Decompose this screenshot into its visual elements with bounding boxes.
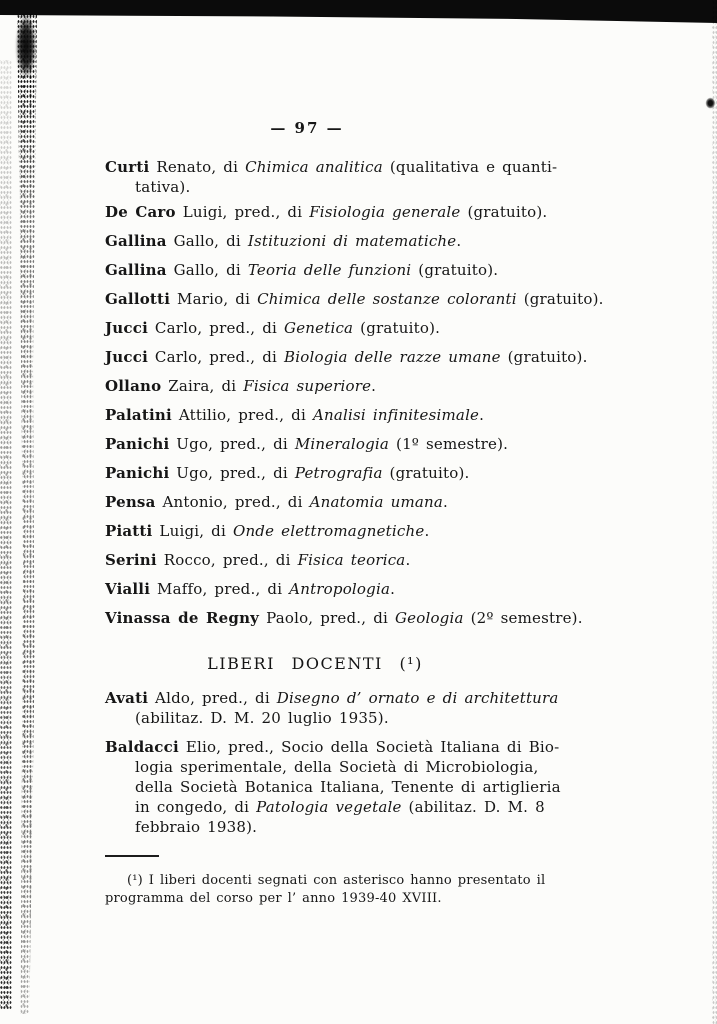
list-item: Ollano Zaira, di Fisica superiore.: [105, 377, 377, 395]
scan-artifact-gutter-blob: [13, 14, 39, 106]
footnote-text: (¹) I liberi docenti segnati con asterisco hanno presentato il programma del corso per l’ anno 1939-40 XVIII.: [105, 873, 546, 906]
list-item: Panichi Ugo, pred., di Petrografia (gratuito).: [105, 464, 470, 482]
scan-artifact-right-edge: [712, 0, 717, 1024]
scan-artifact-gutter-inner: [17, 14, 37, 1014]
list-item: Gallina Gallo, di Istituzioni di matematiche.: [105, 232, 462, 250]
list-item: Baldacci Elio, pred., Socio della Società Italiana di Bio- logia sperimentale, della Società di Microbiologia, della Società Botanica Italiana, Tenente di artiglieria in congedo, di Patologia vegetale (abilitaz. D. M. 8 febbraio 1938).: [105, 738, 561, 836]
list-item: De Caro Luigi, pred., di Fisiologia generale (gratuito).: [105, 203, 548, 221]
list-item: Jucci Carlo, pred., di Genetica (gratuito).: [105, 319, 441, 337]
list-item: Vialli Maffo, pred., di Antropologia.: [105, 580, 396, 598]
list-item: Serini Rocco, pred., di Fisica teorica.: [105, 551, 411, 569]
list-item: Jucci Carlo, pred., di Biologia delle razze umane (gratuito).: [105, 348, 588, 366]
list-item: Avati Aldo, pred., di Disegno d’ ornato e di architettura (abilitaz. D. M. 20 luglio 1935).: [105, 689, 559, 727]
list-item: Curti Renato, di Chimica analitica (qualitativa e quanti- tativa).: [105, 158, 558, 196]
list-item: Panichi Ugo, pred., di Mineralogia (1º semestre).: [105, 435, 509, 453]
list-item: Pensa Antonio, pred., di Anatomia umana.: [105, 493, 449, 511]
list-item: Piatti Luigi, di Onde elettromagnetiche.: [105, 522, 430, 540]
list-item: Gallotti Mario, di Chimica delle sostanze coloranti (gratuito).: [105, 290, 604, 308]
list-item: Palatini Attilio, pred., di Analisi infinitesimale.: [105, 406, 485, 424]
section-heading: LIBERI DOCENTI (¹): [207, 654, 423, 673]
liberi-docenti-list: [105, 688, 625, 846]
scan-artifact-top-band: [0, 0, 717, 24]
footnote-rule: [105, 855, 159, 857]
list-item: Vinassa de Regny Paolo, pred., di Geologia (2º semestre).: [105, 609, 583, 627]
professor-list: [105, 157, 625, 637]
page-number: — 97 —: [270, 119, 344, 137]
scan-artifact-right-blotch: [702, 95, 716, 113]
list-item: Gallina Gallo, di Teoria delle funzioni (gratuito).: [105, 261, 499, 279]
scan-artifact-gutter-outer: [0, 60, 12, 1010]
